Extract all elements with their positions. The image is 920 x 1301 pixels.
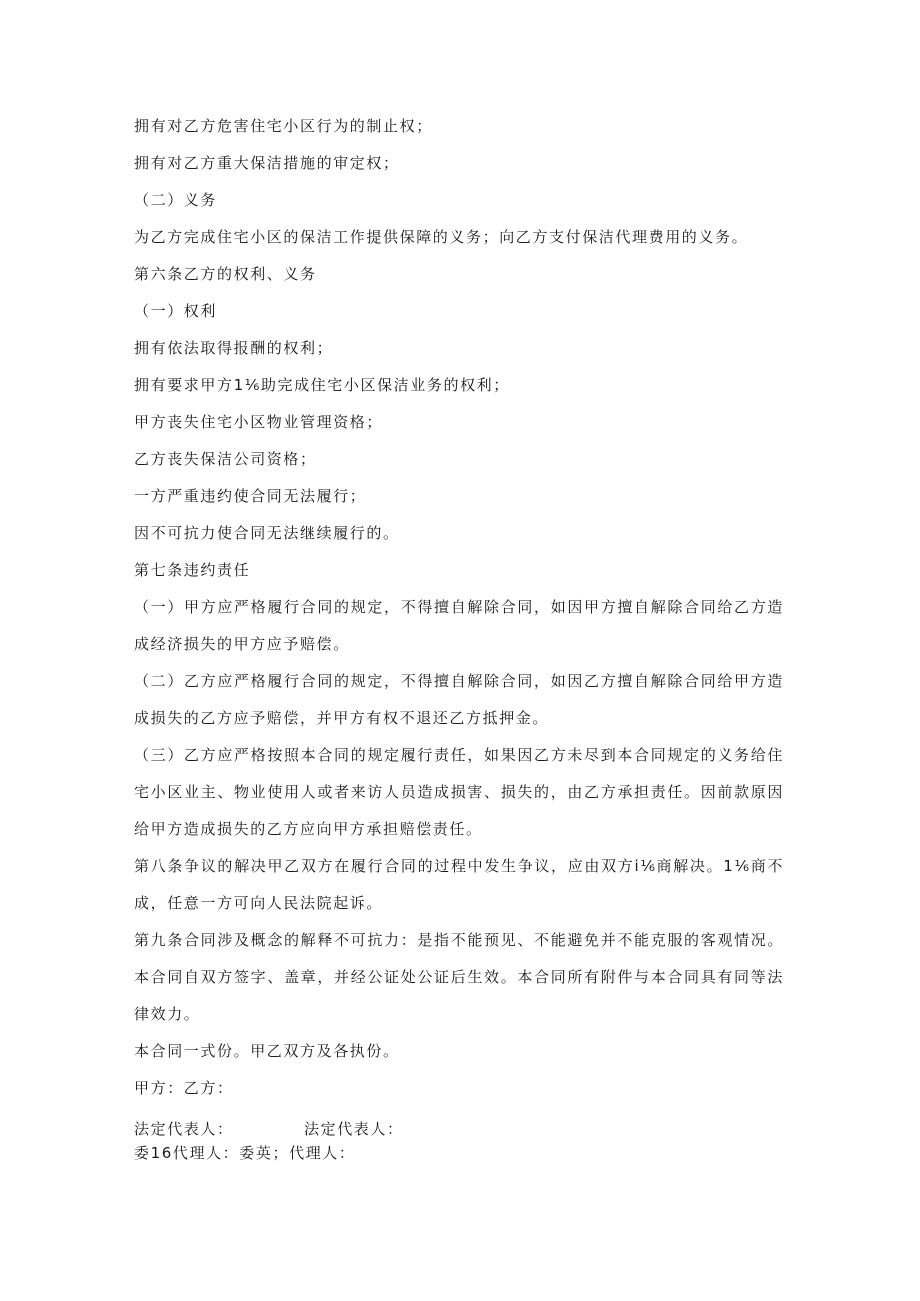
parties-line: 甲方：乙方：: [134, 1079, 234, 1097]
representative-row: [134, 1117, 784, 1141]
article-heading: 第七条违约责任: [134, 561, 251, 579]
clause-paragraph: （二）乙方应严格履行合同的规定，不得擅自解除合同，如因乙方擅自解除合同给甲方造成损失的乙方应予赔偿，并甲方有权不退还乙方抵押金。: [134, 672, 784, 727]
clause-line: 一方严重违约使合同无法履行；: [134, 487, 367, 505]
clause-paragraph: 第八条争议的解决甲乙双方在履行合同的过程中发生争议，应由双方i⅙商解决。1⅙商不成，任意一方可向人民法院起诉。: [134, 857, 784, 912]
clause-paragraph: （一）甲方应严格履行合同的规定，不得擅自解除合同，如因甲方擅自解除合同给乙方造成经济损失的甲方应予赔偿。: [134, 598, 784, 653]
section-heading: （二）义务: [134, 191, 218, 209]
agent-line: 委16代理人：委英；代理人：: [134, 1144, 356, 1162]
party-a-representative: 法定代表人：: [134, 1120, 234, 1138]
spacer: [134, 1107, 784, 1117]
clause-line: 本合同一式份。甲乙双方及各执份。: [134, 1042, 400, 1060]
clause-line: 拥有对乙方危害住宅小区行为的制止权；: [134, 117, 433, 135]
clause-line: 因不可抗力使合同无法继续履行的。: [134, 524, 400, 542]
clause-line: 拥有依法取得报酬的权利；: [134, 339, 334, 357]
clause-line: 拥有要求甲方1⅙助完成住宅小区保洁业务的权利；: [134, 376, 510, 394]
clause-paragraph: （三）乙方应严格按照本合同的规定履行责任，如果因乙方未尽到本合同规定的义务给住宅小区业主、物业使用人或者来访人员造成损害、损失的，由乙方承担责任。因前款原因给甲方造成损失的乙方应向甲方承担赔偿责任。: [134, 746, 784, 838]
section-heading: （一）权利: [134, 302, 218, 320]
clause-line: 乙方丧失保洁公司资格；: [134, 450, 317, 468]
contract-page: [134, 108, 784, 1165]
agent-row: [134, 1141, 784, 1165]
article-heading: 第六条乙方的权利、义务: [134, 265, 317, 283]
clause-line: 拥有对乙方重大保洁措施的审定权；: [134, 154, 400, 172]
clause-line: 为乙方完成住宅小区的保洁工作提供保障的义务；向乙方支付保洁代理费用的义务。: [134, 228, 749, 246]
clause-paragraph: 第九条合同涉及概念的解释不可抗力：是指不能预见、不能避免并不能克服的客观情况。本合同自双方签字、盖章，并经公证处公证后生效。本合同所有附件与本合同具有同等法律效力。: [134, 931, 784, 1023]
clause-line: 甲方丧失住宅小区物业管理资格；: [134, 413, 384, 431]
party-b-representative: 法定代表人：: [304, 1120, 404, 1138]
